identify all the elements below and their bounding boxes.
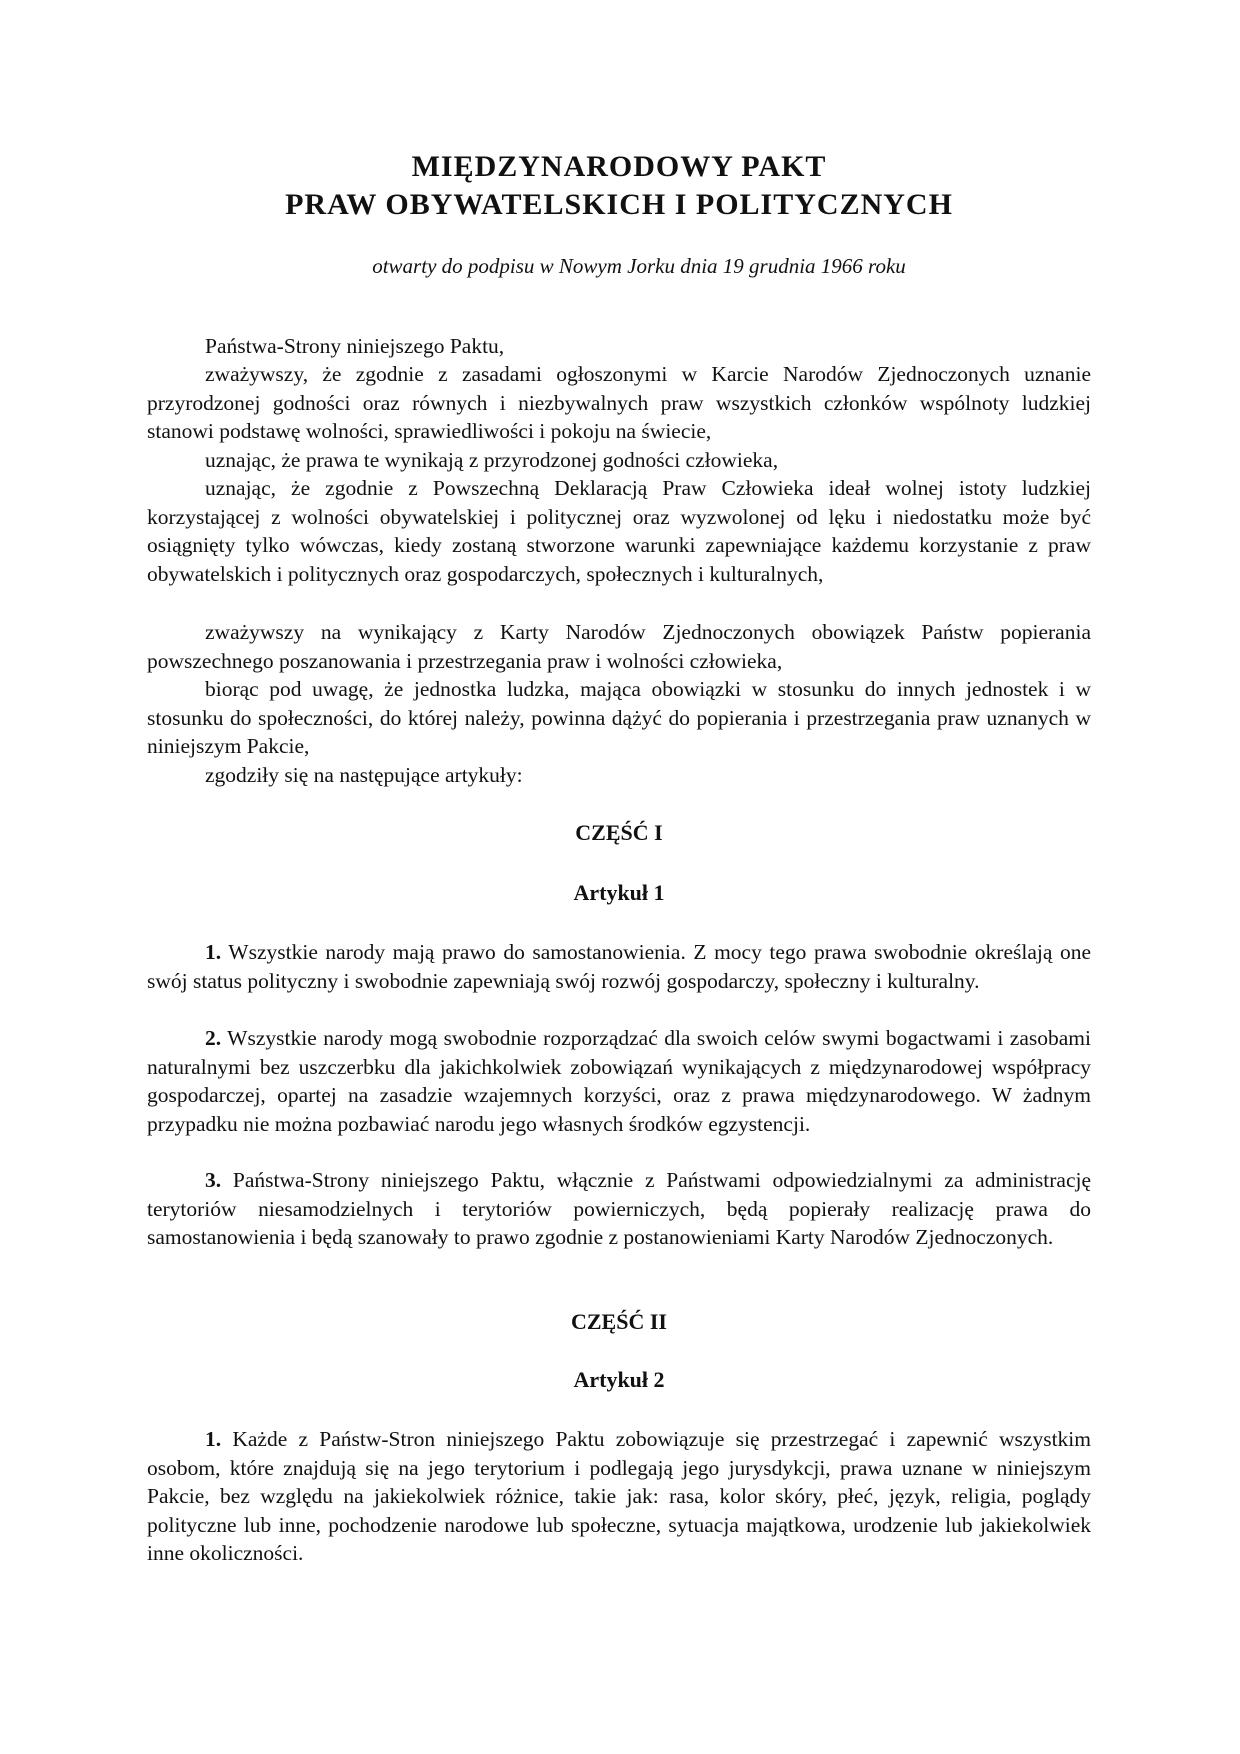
paragraph-number: 1. xyxy=(205,1427,222,1451)
article-paragraph xyxy=(147,1166,1091,1252)
paragraph-text: Państwa-Strony niniejszego Paktu, włącznie z Państwami odpowiedzialnymi za administrację terytoriów niesamodzielnych i terytoriów powierniczych, będą popierały realizację prawa do samostanowienia i będą szanowały to prawo zgodnie z postanowieniami Karty Narodów Zjednoczonych. xyxy=(147,1168,1091,1249)
paragraph-text: Wszystkie narody mają prawo do samostanowienia. Z mocy tego prawa swobodnie określają one swój status polityczny i swobodnie zapewniają swój rozwój gospodarczy, społeczny i kulturalny. xyxy=(147,940,1091,993)
preamble-paragraph: Państwa-Strony niniejszego Paktu, xyxy=(205,334,505,358)
document-title-line-1: MIĘDZYNARODOWY PAKT xyxy=(411,150,827,183)
article-paragraph xyxy=(147,1425,1091,1568)
paragraph-text: Wszystkie narody mogą swobodnie rozporządzać dla swoich celów swymi bogactwami i zasobami naturalnymi bez uszczerbku dla jakichkolwiek zobowiązań wynikających z międzynarodowej współpracy gospodarczej, opartej na zasadzie wzajemnych korzyści, oraz z prawa międzynarodowego. W żadnym przypadku nie można pozbawiać narodu jego własnych środków egzystencji. xyxy=(147,1026,1091,1136)
part-heading: CZĘŚĆ I xyxy=(575,820,663,845)
article-heading: Artykuł 2 xyxy=(573,1367,665,1392)
paragraph-text: Każde z Państw-Stron niniejszego Paktu zobowiązuje się przestrzegać i zapewnić wszystkim osobom, które znajdują się na jego terytorium i podlegają jego jurysdykcji, prawa uznane w niniejszym Pakcie, bez względu na jakiekolwiek różnice, takie jak: rasa, kolor skóry, płeć, język, religia, poglądy polityczne lub inne, pochodzenie narodowe lub społeczne, sytuacja majątkowa, urodzenie lub jakiekolwiek inne okoliczności. xyxy=(147,1427,1091,1565)
article-paragraph xyxy=(147,938,1091,995)
part-heading: CZĘŚĆ II xyxy=(571,1309,667,1334)
paragraph-number: 3. xyxy=(205,1168,222,1192)
preamble-paragraph: uznając, że prawa te wynikają z przyrodzonej godności człowieka, xyxy=(205,448,779,472)
paragraph-number: 2. xyxy=(205,1026,222,1050)
paragraph-number: 1. xyxy=(205,940,222,964)
preamble-paragraph: zgodziły się na następujące artykuły: xyxy=(205,763,523,787)
article-heading: Artykuł 1 xyxy=(573,880,665,905)
article-paragraph xyxy=(147,1024,1091,1138)
preamble-paragraph: uznając, że zgodnie z Powszechną Deklaracją Praw Człowieka ideał wolnej istoty ludzkiej korzystającej z wolności obywatelskiej i politycznej oraz wyzwolonej od lęku i niedostatku może być osiągnięty tylko wówczas, kiedy zostaną stworzone warunki zapewniające każdemu korzystanie z praw obywatelskich i politycznych oraz gospodarczych, społecznych i kulturalnych, xyxy=(147,476,1091,586)
document-subtitle: otwarty do podpisu w Nowym Jorku dnia 19 grudnia 1966 roku xyxy=(372,254,906,278)
document-title-line-2: PRAW OBYWATELSKICH I POLITYCZNYCH xyxy=(285,188,953,221)
preamble-paragraph: zważywszy na wynikający z Karty Narodów Zjednoczonych obowiązek Państw popierania powszechnego poszanowania i przestrzegania praw i wolności człowieka, xyxy=(147,620,1091,673)
preamble-paragraph: zważywszy, że zgodnie z zasadami ogłoszonymi w Karcie Narodów Zjednoczonych uznanie przyrodzonej godności oraz równych i niezbywalnych praw wszystkich członków wspólnoty ludzkiej stanowi podstawę wolności, sprawiedliwości i pokoju na świecie, xyxy=(147,362,1091,443)
preamble-paragraph: biorąc pod uwagę, że jednostka ludzka, mająca obowiązki w stosunku do innych jednostek i w stosunku do społeczności, do której należy, powinna dążyć do popierania i przestrzegania praw uznanych w niniejszym Pakcie, xyxy=(147,677,1091,758)
